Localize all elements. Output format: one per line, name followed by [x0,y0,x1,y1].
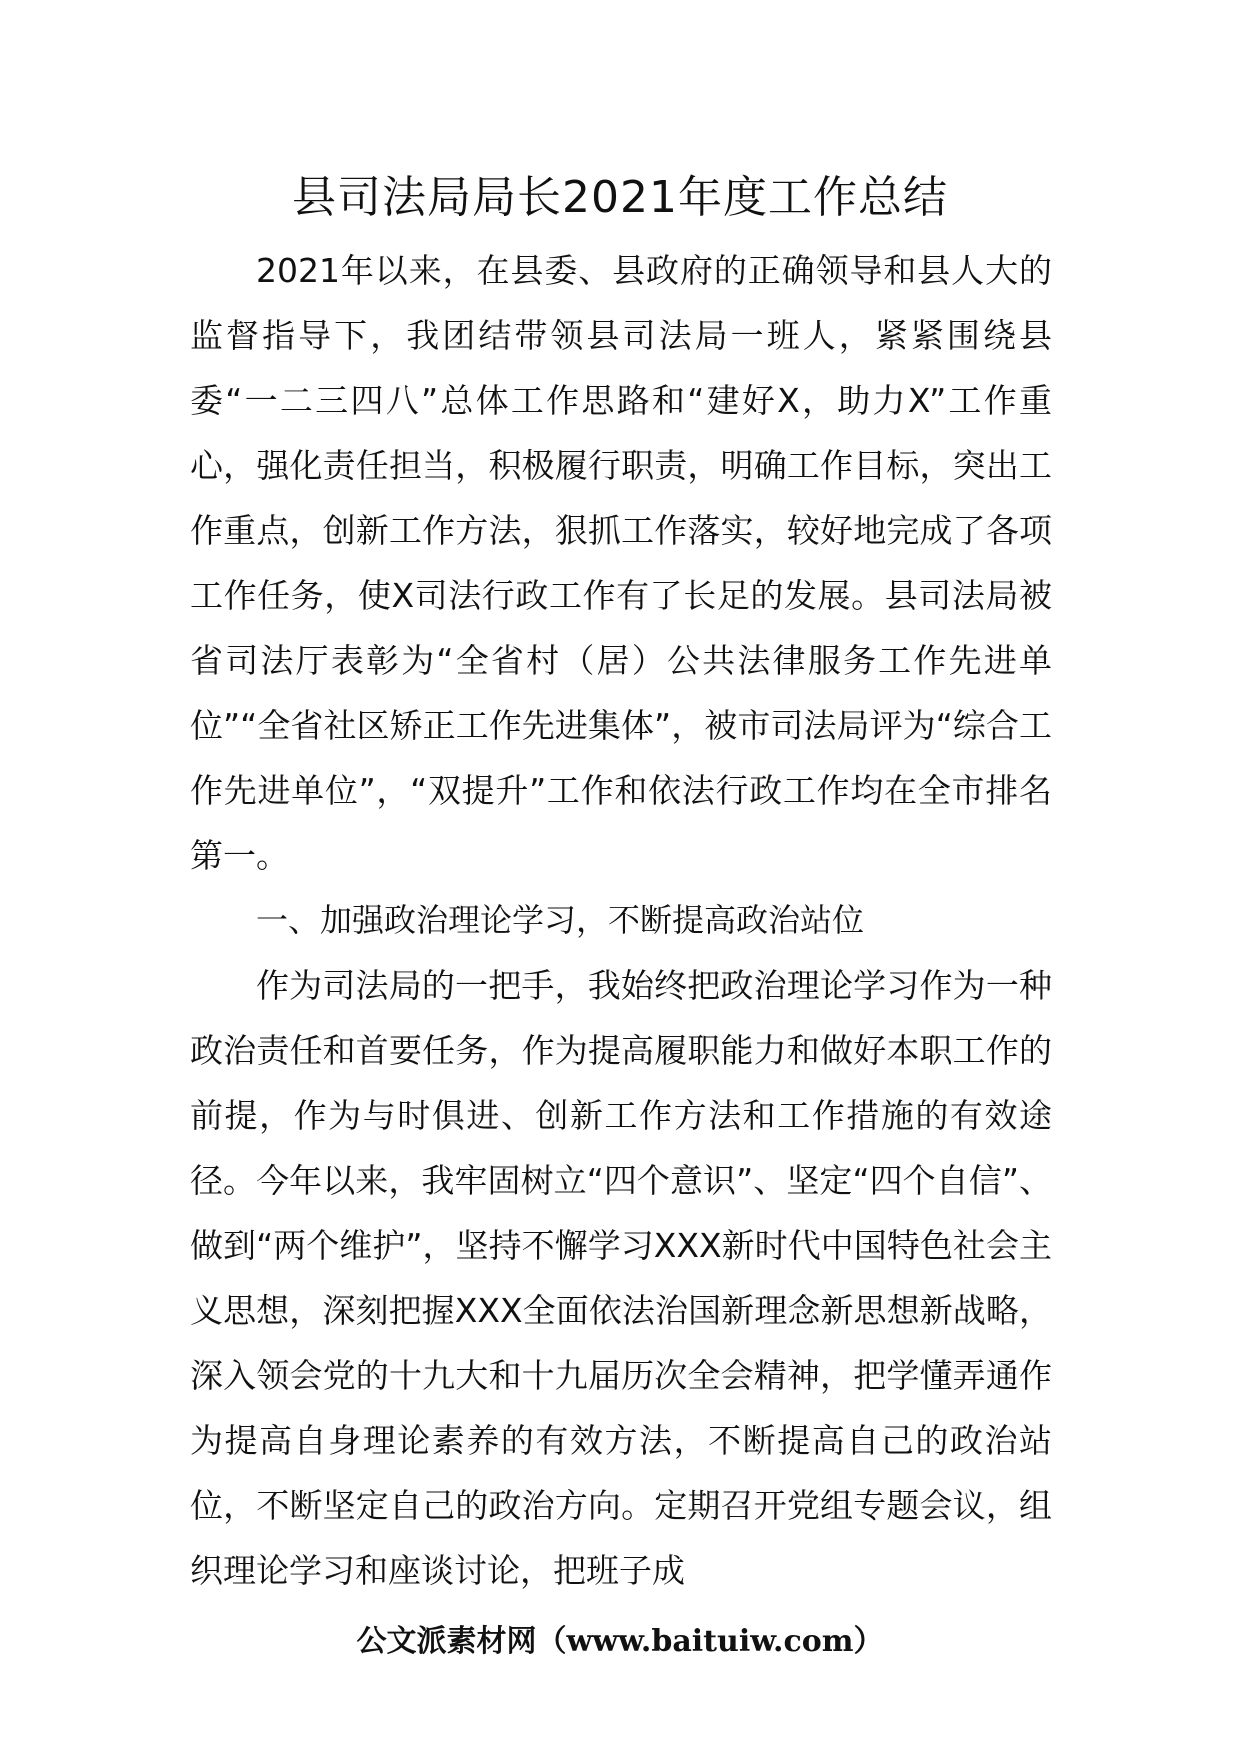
document-body [190,238,1052,1603]
document-title: 县司法局局长2021年度工作总结 [292,172,948,223]
section-heading: 一、加强政治理论学习，不断提高政治站位 [256,901,865,939]
footer-watermark: 公文派素材网（www.baituiw.com） [356,1624,884,1659]
section-paragraph: 作为司法局的一把手，我始终把政治理论学习作为一种政治责任和首要任务，作为提高履职能力和做好本职工作的前提，作为与时俱进、创新工作方法和工作措施的有效途径。今年以来，我牢固树立“四个意识”、坚定“四个自信”、做到“两个维护”，坚持不懈学习XXX新时代中国特色社会主义思想，深刻把握XXX全面依法治国新理念新思想新战略，深入领会党的十九大和十九届历次全会精神，把学懂弄通作为提高自身理论素养的有效方法，不断提高自己的政治站位，不断坚定自己的政治方向。定期召开党组专题会议，组织理论学习和座谈讨论，把班子成 [190,966,1052,1590]
intro-paragraph: 2021年以来，在县委、县政府的正确领导和县人大的监督指导下，我团结带领县司法局一班人，紧紧围绕县委“一二三四八”总体工作思路和“建好X，助力X”工作重心，强化责任担当，积极履行职责，明确工作目标，突出工作重点，创新工作方法，狠抓工作落实，较好地完成了各项工作任务，使X司法行政工作有了长足的发展。县司法局被省司法厅表彰为“全省村（居）公共法律服务工作先进单位”“全省社区矫正工作先进集体”，被市司法局评为“综合工作先进单位”，“双提升”工作和依法行政工作均在全市排名第一。 [190,251,1052,875]
